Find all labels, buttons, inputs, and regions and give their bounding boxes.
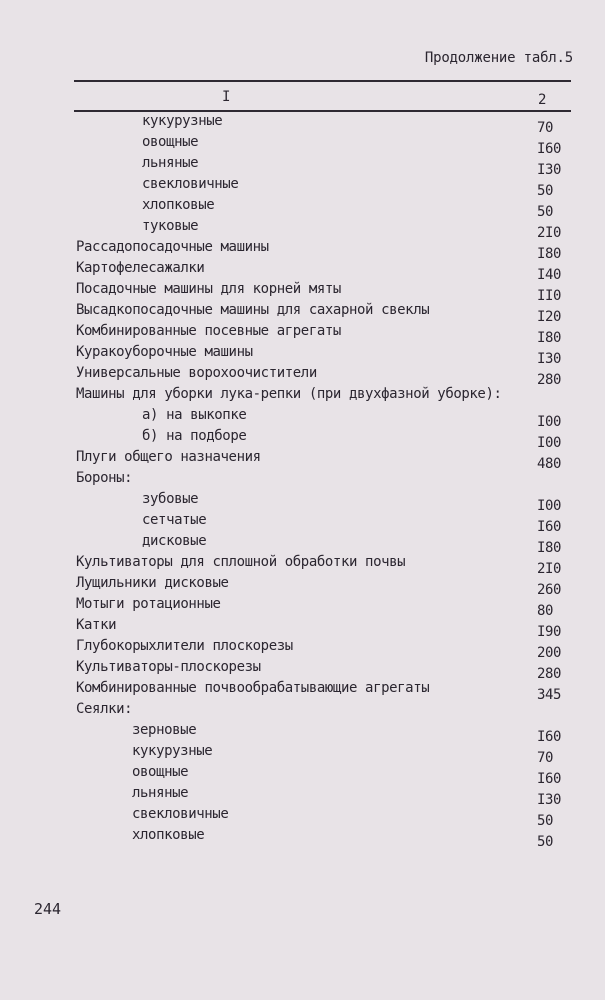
table-body [0, 113, 605, 848]
row-value: 280 [537, 666, 562, 682]
table-row [0, 554, 605, 575]
row-label: Культиваторы-плоскорезы [76, 659, 261, 675]
table-row [0, 218, 605, 239]
row-value: I80 [537, 330, 562, 346]
row-value: 2I0 [537, 225, 562, 241]
row-label: Мотыги ротационные [76, 596, 221, 612]
table-row [0, 827, 605, 848]
row-label: Высадкопосадочные машины для сахарной свеклы [76, 302, 430, 318]
row-value: I00 [537, 414, 562, 430]
row-label: свекловичные [142, 176, 239, 192]
table-row [0, 281, 605, 302]
row-label: кукурузные [142, 113, 223, 129]
row-value: I60 [537, 729, 562, 745]
row-label: овощные [132, 764, 189, 780]
row-value: 50 [537, 813, 554, 829]
row-label: Катки [76, 617, 117, 633]
table-row [0, 512, 605, 533]
row-label: Глубокорыхлители плоскорезы [76, 638, 293, 654]
row-value: I40 [537, 267, 562, 283]
row-value: I60 [537, 771, 562, 787]
row-value: 50 [537, 183, 554, 199]
row-value: I00 [537, 435, 562, 451]
row-label: дисковые [142, 533, 207, 549]
table-row [0, 785, 605, 806]
table-row [0, 302, 605, 323]
table-continuation-caption: Продолжение табл.5 [424, 50, 573, 66]
table-row [0, 659, 605, 680]
row-value: 2I0 [537, 561, 562, 577]
table-row [0, 701, 605, 722]
row-value: 345 [537, 687, 562, 703]
row-label: Картофелесажалки [76, 260, 205, 276]
row-label: Бороны: [76, 470, 133, 486]
row-value: 50 [537, 204, 554, 220]
table-row [0, 407, 605, 428]
row-label: б) на подборе [142, 428, 247, 444]
table-row [0, 764, 605, 785]
row-value: 70 [537, 120, 554, 136]
table-row [0, 722, 605, 743]
row-label: Куракоуборочные машины [76, 344, 253, 360]
row-label: Комбинированные почвообрабатывающие агрегаты [76, 680, 430, 696]
row-value: I30 [537, 351, 562, 367]
table-row [0, 470, 605, 491]
row-label: Культиваторы для сплошной обработки почвы [76, 554, 406, 570]
row-label: льняные [132, 785, 189, 801]
table-row [0, 491, 605, 512]
row-value: I80 [537, 246, 562, 262]
row-label: Машины для уборки лука-репки (при двухфазной уборке): [76, 386, 502, 402]
table-row [0, 533, 605, 554]
row-value: 70 [537, 750, 554, 766]
table-row [0, 365, 605, 386]
row-value: I30 [537, 162, 562, 178]
table-row [0, 596, 605, 617]
row-value: I20 [537, 309, 562, 325]
table-row [0, 638, 605, 659]
row-value: 200 [537, 645, 562, 661]
row-value: I00 [537, 498, 562, 514]
table-header-rule [74, 110, 571, 112]
row-label: Плуги общего назначения [76, 449, 261, 465]
row-label: хлопковые [142, 197, 215, 213]
row-value: 280 [537, 372, 562, 388]
row-label: зубовые [142, 491, 199, 507]
row-label: свекловичные [132, 806, 229, 822]
table-row [0, 197, 605, 218]
column-header-1: I [222, 89, 231, 105]
table-row [0, 743, 605, 764]
row-label: Сеялки: [76, 701, 133, 717]
row-label: туковые [142, 218, 199, 234]
row-label: Рассадопосадочные машины [76, 239, 269, 255]
row-value: 260 [537, 582, 562, 598]
row-label: льняные [142, 155, 199, 171]
table-row [0, 113, 605, 134]
row-value: 50 [537, 834, 554, 850]
row-label: Универсальные ворохоочистители [76, 365, 317, 381]
row-value: I80 [537, 540, 562, 556]
row-label: овощные [142, 134, 199, 150]
row-value: I60 [537, 141, 562, 157]
row-label: а) на выкопке [142, 407, 247, 423]
table-row [0, 344, 605, 365]
row-value: II0 [537, 288, 562, 304]
row-value: I60 [537, 519, 562, 535]
row-label: Лущильники дисковые [76, 575, 229, 591]
table-row [0, 428, 605, 449]
column-header-2: 2 [538, 92, 547, 108]
row-label: хлопковые [132, 827, 205, 843]
table-row [0, 386, 605, 407]
row-label: зерновые [132, 722, 197, 738]
table-row [0, 155, 605, 176]
row-value: 80 [537, 603, 554, 619]
table-row [0, 449, 605, 470]
table-row [0, 239, 605, 260]
table-row [0, 806, 605, 827]
row-label: Комбинированные посевные агрегаты [76, 323, 341, 339]
row-label: сетчатые [142, 512, 207, 528]
row-label: кукурузные [132, 743, 213, 759]
row-value: I90 [537, 624, 562, 640]
table-row [0, 260, 605, 281]
page-number: 244 [34, 900, 62, 918]
table-row [0, 134, 605, 155]
table-top-rule [74, 80, 571, 82]
table-row [0, 617, 605, 638]
row-value: 480 [537, 456, 562, 472]
table-row [0, 323, 605, 344]
row-label: Посадочные машины для корней мяты [76, 281, 341, 297]
row-value: I30 [537, 792, 562, 808]
table-row [0, 680, 605, 701]
table-row [0, 176, 605, 197]
table-row [0, 575, 605, 596]
